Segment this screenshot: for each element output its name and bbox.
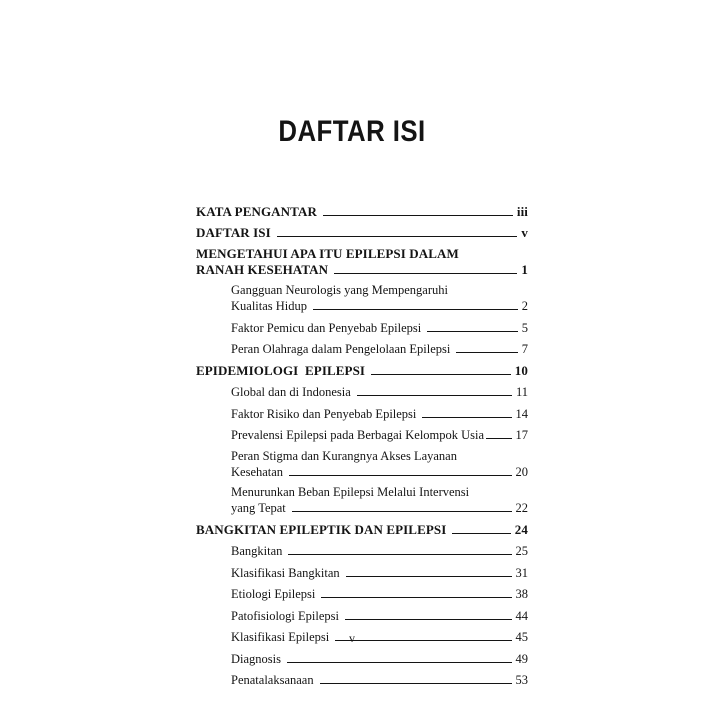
- toc-entry[interactable]: [196, 581, 528, 603]
- toc-entry[interactable]: [196, 198, 528, 220]
- toc-page-number: 10: [514, 362, 528, 378]
- toc-entry[interactable]: [196, 667, 528, 689]
- toc-entry-title-line2: yang Tepat: [231, 501, 286, 515]
- leader-line: [427, 331, 518, 332]
- toc-entry[interactable]: [196, 336, 528, 358]
- toc-entry-title-line1: Gangguan Neurologis yang Mempengaruhi: [231, 283, 448, 297]
- toc-page-number: 31: [515, 565, 528, 580]
- toc-entry[interactable]: [196, 443, 528, 480]
- toc-entry-title: KATA PENGANTAR: [196, 203, 317, 219]
- toc-entry-title: Penatalaksanaan: [231, 673, 314, 687]
- toc-entry-title: BANGKITAN EPILEPTIK DAN EPILEPSI: [196, 521, 447, 537]
- toc-page-number: 1: [521, 261, 528, 277]
- leader-line: [277, 236, 518, 237]
- toc-entry-title-line1: Peran Stigma dan Kurangnya Akses Layanan: [231, 448, 457, 463]
- leader-line: [371, 374, 511, 375]
- toc-entry[interactable]: [196, 559, 528, 581]
- toc-entry[interactable]: [196, 241, 528, 278]
- page-number-footer: v: [349, 631, 355, 645]
- toc-entry-title-line2: RANAH KESEHATAN: [196, 261, 329, 277]
- toc-page-number: 22: [515, 501, 528, 515]
- toc-entry[interactable]: [196, 357, 528, 379]
- table-of-contents: [196, 198, 528, 688]
- toc-page-number: 11: [515, 385, 528, 399]
- toc-entry-title: Peran Olahraga dalam Pengelolaan Epilepsi: [231, 342, 451, 356]
- leader-line: [287, 662, 512, 663]
- toc-page-number: 2: [521, 299, 528, 313]
- leader-line: [320, 683, 512, 684]
- leader-line: [456, 352, 517, 353]
- toc-entry-title-line2: Kesehatan: [231, 464, 284, 479]
- toc-entry-title-line2: Kualitas Hidup: [231, 299, 308, 313]
- toc-entry-title: Prevalensi Epilepsi pada Berbagai Kelompok Usia: [231, 428, 485, 442]
- toc-page-number: 14: [515, 406, 528, 421]
- toc-entry-title: Klasifikasi Bangkitan: [231, 565, 340, 580]
- toc-entry-title: Diagnosis: [231, 651, 281, 666]
- toc-page-number: 25: [515, 544, 528, 558]
- toc-entry[interactable]: [196, 278, 528, 315]
- leader-line: [345, 619, 512, 620]
- leader-line: [422, 417, 511, 418]
- toc-page-number: iii: [516, 203, 528, 219]
- toc-entry[interactable]: [196, 645, 528, 667]
- leader-line: [452, 533, 510, 534]
- toc-entry[interactable]: [196, 602, 528, 624]
- toc-entry-title: Patofisiologi Epilepsi: [231, 608, 339, 623]
- toc-entry-title: Faktor Pemicu dan Penyebab Epilepsi: [231, 320, 422, 335]
- toc-entry-title: DAFTAR ISI: [196, 225, 271, 240]
- leader-line: [289, 475, 511, 476]
- toc-page-number: 49: [515, 651, 528, 666]
- leader-line: [323, 215, 513, 216]
- leader-line: [321, 597, 511, 598]
- leader-line: [313, 309, 518, 310]
- leader-line: [357, 395, 512, 396]
- toc-entry[interactable]: [196, 400, 528, 422]
- toc-entry[interactable]: [196, 516, 528, 538]
- toc-page-number: 7: [521, 342, 528, 356]
- page-title: DAFTAR ISI: [278, 115, 426, 148]
- toc-page-number: 20: [515, 464, 528, 479]
- toc-page-number: 38: [515, 587, 528, 601]
- toc-entry[interactable]: [196, 538, 528, 560]
- toc-page-number: 24: [514, 521, 528, 537]
- toc-page-number: 53: [515, 673, 528, 687]
- toc-page-number: v: [521, 225, 528, 240]
- toc-entry-title: EPIDEMIOLOGI EPILEPSI: [196, 362, 366, 378]
- toc-entry[interactable]: [196, 379, 528, 401]
- toc-page-number: 17: [515, 428, 528, 442]
- toc-entry-title: Klasifikasi Epilepsi: [231, 630, 330, 644]
- toc-entry[interactable]: [196, 480, 528, 517]
- toc-entry[interactable]: [196, 422, 528, 444]
- toc-entry-title-line1: Menurunkan Beban Epilepsi Melalui Intervensi: [231, 485, 470, 499]
- leader-line: [292, 511, 512, 512]
- toc-entry-title: Bangkitan: [231, 544, 283, 558]
- toc-entry-title: Etiologi Epilepsi: [231, 587, 316, 601]
- leader-line: [346, 576, 512, 577]
- toc-entry[interactable]: [196, 314, 528, 336]
- toc-page-number: 45: [515, 630, 528, 644]
- leader-line: [486, 438, 511, 439]
- toc-entry-title: Global dan di Indonesia: [231, 385, 351, 399]
- toc-entry-title-line1: MENGETAHUI APA ITU EPILEPSI DALAM: [196, 245, 459, 261]
- toc-page-number: 44: [515, 608, 528, 623]
- toc-page-number: 5: [521, 320, 528, 335]
- leader-line: [334, 273, 517, 274]
- toc-entry-title: Faktor Risiko dan Penyebab Epilepsi: [231, 406, 417, 421]
- leader-line: [288, 554, 511, 555]
- toc-entry[interactable]: [196, 220, 528, 242]
